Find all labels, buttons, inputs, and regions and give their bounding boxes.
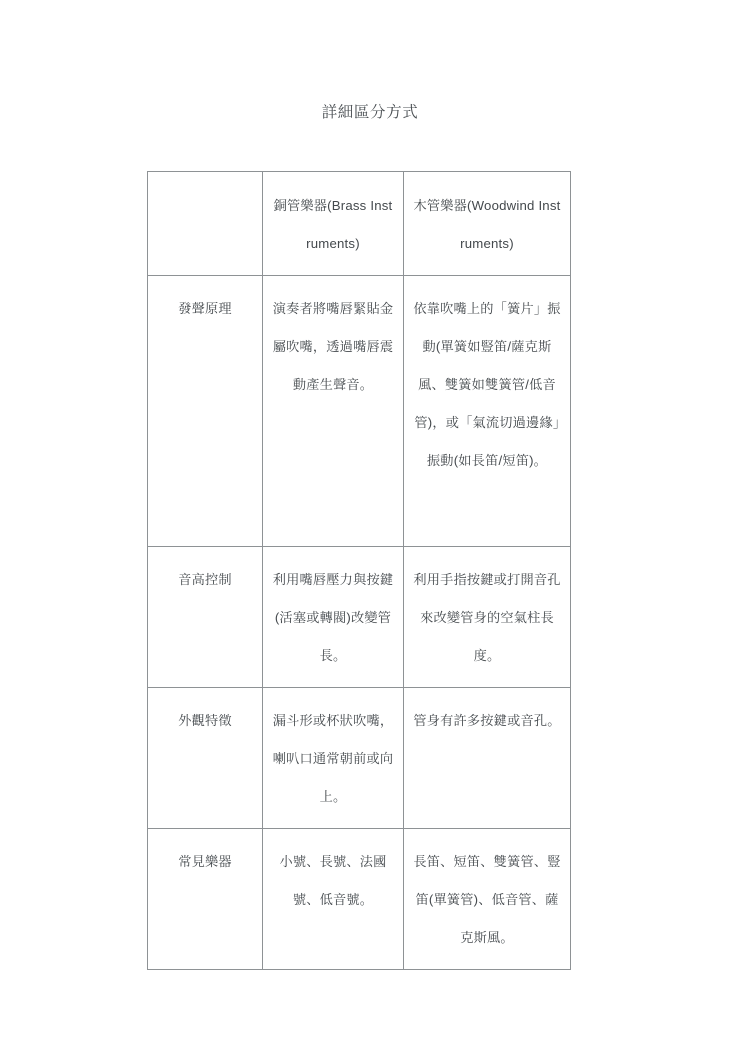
table-row [148, 547, 571, 688]
row-label-appearance: 外觀特徵 [148, 688, 263, 829]
cell-woodwind-appearance: 管身有許多按鍵或音孔。 [404, 688, 571, 829]
table-header-woodwind: 木管樂器(Woodwind Instruments) [404, 172, 571, 276]
comparison-table-container [147, 171, 570, 970]
cell-brass-appearance: 漏斗形或杯狀吹嘴，喇叭口通常朝前或向上。 [263, 688, 404, 829]
comparison-table [147, 171, 571, 970]
row-label-sound-principle: 發聲原理 [148, 276, 263, 547]
cell-woodwind-sound-principle: 依靠吹嘴上的「簧片」振動(單簧如豎笛/薩克斯風、雙簧如雙簧管/低音管)，或「氣流切過邊緣」振動(如長笛/短笛)。 [404, 276, 571, 547]
table-header-row [148, 172, 571, 276]
table-row [148, 829, 571, 970]
table-header-corner-cell [148, 172, 263, 276]
cell-woodwind-pitch-control: 利用手指按鍵或打開音孔來改變管身的空氣柱長度。 [404, 547, 571, 688]
cell-woodwind-common-instruments: 長笛、短笛、雙簧管、豎笛(單簧管)、低音管、薩克斯風。 [404, 829, 571, 970]
table-row [148, 276, 571, 547]
cell-brass-common-instruments: 小號、長號、法國號、低音號。 [263, 829, 404, 970]
cell-brass-sound-principle: 演奏者將嘴唇緊貼金屬吹嘴，透過嘴唇震動產生聲音。 [263, 276, 404, 547]
page-title: 詳細區分方式 [321, 104, 419, 121]
row-label-pitch-control: 音高控制 [148, 547, 263, 688]
row-label-common-instruments: 常見樂器 [148, 829, 263, 970]
cell-brass-pitch-control: 利用嘴唇壓力與按鍵(活塞或轉閥)改變管長。 [263, 547, 404, 688]
table-header-brass: 銅管樂器(Brass Instruments) [263, 172, 404, 276]
table-row [148, 688, 571, 829]
